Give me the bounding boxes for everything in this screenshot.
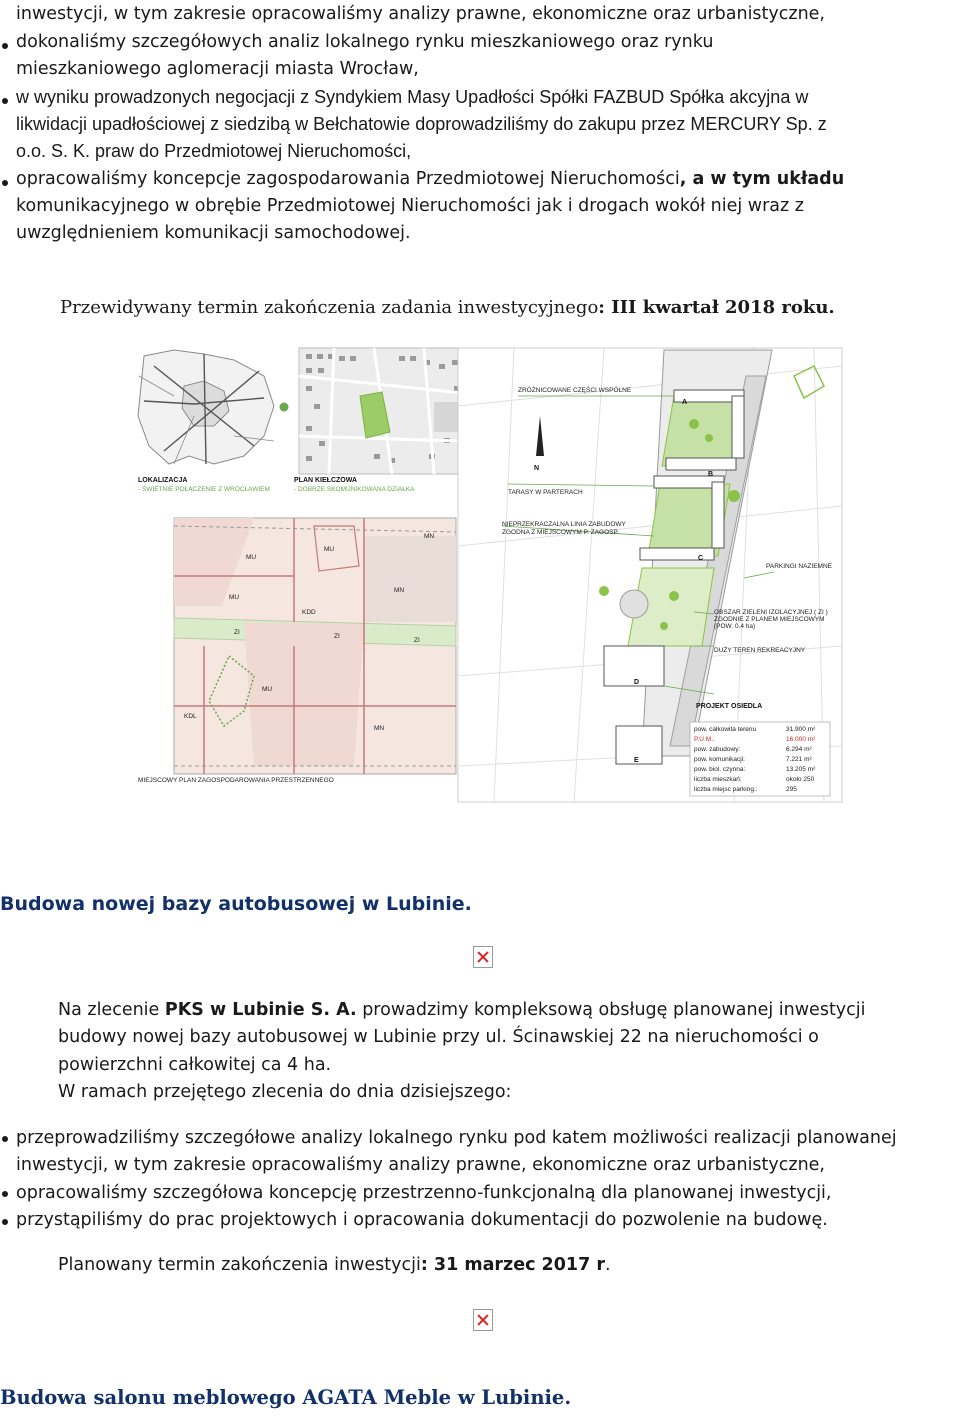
stat-label: pow. całkowita terenu bbox=[694, 726, 757, 733]
zone-label: KDD bbox=[302, 609, 316, 616]
stat-label: pow. komunikacji: bbox=[694, 756, 745, 763]
plan-label: OBSZAR ZIELENI IZOLACYJNEJ ( ZI ) bbox=[714, 609, 828, 616]
project-title: PROJEKT OSIEDLA bbox=[696, 703, 763, 710]
deadline-value: : 31 marzec 2017 r bbox=[420, 1255, 605, 1275]
zone-label: MN bbox=[374, 725, 385, 732]
stat-label: pow. zabudowy: bbox=[694, 746, 741, 753]
text-line: likwidacji upadłościowej z siedzibą w Bełchatowie doprowadziliśmy do zakupu przez MERCURY Sp. z bbox=[16, 114, 827, 134]
plot-map-subtitle: - DOBRZE SKOMUNIKOWANA DZIAŁKA bbox=[294, 486, 415, 493]
text-line: W ramach przejętego zlecenia do dnia dzisiejszego: bbox=[58, 1082, 512, 1102]
text-line: Na zlecenie PKS w Lubinie S. A. prowadzimy kompleksową obsługę planowanej inwestycji bbox=[58, 1000, 866, 1020]
location-map bbox=[138, 350, 289, 464]
north-label: N bbox=[534, 465, 540, 472]
zone-label: MU bbox=[262, 686, 273, 693]
location-title: LOKALIZACJA bbox=[138, 477, 188, 484]
plan-label: ZGODNIE Z PLANEM MIEJSCOWYM bbox=[714, 616, 825, 623]
text-line: w wyniku prowadzonych negocjacji z Syndykiem Masy Upadłości Spółki FAZBUD Spółka akcyjna w bbox=[16, 87, 809, 107]
deadline-text: Przewidywany termin zakończenia zadania inwestycyjnego: III kwartał 2018 roku. bbox=[60, 297, 835, 318]
stat-label: pow. biol. czynna: bbox=[694, 766, 746, 773]
stat-value: 31.900 m² bbox=[786, 726, 816, 733]
building-label: D bbox=[634, 679, 640, 686]
deadline-value: : III kwartał 2018 roku. bbox=[598, 297, 835, 318]
text-line: mieszkaniowego aglomeracji miasta Wrocław, bbox=[16, 59, 419, 79]
zone-label: MU bbox=[324, 546, 335, 553]
bullet-dot bbox=[2, 1191, 8, 1197]
building-label: C bbox=[698, 555, 704, 562]
list-item: przeprowadziliśmy szczegółowe analizy lokalnego rynku pod katem możliwości realizacji planowanej bbox=[16, 1128, 897, 1148]
text-fragment: , a w tym układu bbox=[679, 169, 845, 189]
stat-value: 6.294 m² bbox=[786, 746, 812, 753]
plan-label: (POW. 0.4 ha) bbox=[714, 623, 756, 630]
location-marker-icon bbox=[280, 403, 289, 412]
stat-value: 295 bbox=[786, 786, 797, 793]
bullet-dot bbox=[2, 180, 8, 186]
stat-value: 13.205 m² bbox=[786, 766, 816, 773]
text-line: inwestycji, w tym zakresie opracowaliśmy analizy prawne, ekonomiczne oraz urbanistyczne, bbox=[16, 4, 825, 24]
broken-image-icon bbox=[473, 946, 493, 968]
zone-label: MN bbox=[424, 533, 435, 540]
plan-label: ZGODNA Z MIEJSCOWYM P. ZAGOSP. bbox=[502, 529, 619, 536]
bullet-dot bbox=[2, 1219, 8, 1225]
list-item: inwestycji, w tym zakresie opracowaliśmy analizy prawne, ekonomiczne oraz urbanistyczne, bbox=[16, 1155, 825, 1175]
plan-label: DUŻY TEREN REKREACYJNY bbox=[714, 647, 806, 654]
building-label: E bbox=[634, 757, 639, 764]
plan-label: TARASY W PARTERACH bbox=[508, 489, 583, 496]
plan-label: ZRÓŻNICOWANE CZĘŚCI WSPÓLNE bbox=[518, 387, 632, 394]
zoning-plan bbox=[174, 518, 456, 774]
zone-label: MU bbox=[246, 554, 257, 561]
text-line: budowy nowej bazy autobusowej w Lubinie przy ul. Ścinawskiej 22 na nieruchomości o bbox=[58, 1027, 819, 1047]
stat-value: 7.221 m² bbox=[786, 756, 812, 763]
building-label: B bbox=[708, 471, 714, 478]
zoning-plan-title: MIEJSCOWY PLAN ZAGOSPODAROWANIA PRZESTRZENNEGO bbox=[138, 777, 334, 784]
zone-label: ZI bbox=[334, 633, 340, 640]
plan-label: NIEPRZEKRACZALNA LINIA ZABUDOWY bbox=[502, 521, 626, 528]
broken-image-icon bbox=[473, 1309, 493, 1331]
text-line: o.o. S. K. praw do Przedmiotowej Nieruchomości, bbox=[16, 141, 412, 161]
zone-label: ZI bbox=[414, 637, 420, 644]
stat-label: liczba mieszkań: bbox=[694, 776, 742, 783]
plan-label: PARKINGI NAZIEMNE bbox=[766, 563, 832, 570]
stat-label: P.U.M.: bbox=[694, 736, 715, 743]
section-title: Budowa salonu meblowego AGATA Meble w Lubinie. bbox=[0, 1386, 572, 1409]
list-item: przystąpiliśmy do prac projektowych i opracowania dokumentacji do pozwolenie na budowę. bbox=[16, 1210, 828, 1230]
text-line: powierzchni całkowitej ca 4 ha. bbox=[58, 1055, 332, 1075]
text-line: uwzględnieniem komunikacji samochodowej. bbox=[16, 223, 411, 243]
deadline-text: Planowany termin zakończenia inwestycji: 31 marzec 2017 r. bbox=[58, 1255, 611, 1275]
bullet-dot bbox=[2, 1136, 8, 1142]
text-line: opracowaliśmy koncepcje zagospodarowania Przedmiotowej Nieruchomości, a w tym układu bbox=[16, 169, 845, 189]
site-plan-figure bbox=[134, 346, 846, 804]
text-line: komunikacyjnego w obrębie Przedmiotowej Nieruchomości jak i drogach wokół niej wraz z bbox=[16, 196, 804, 216]
location-subtitle: - ŚWIETNIE POŁĄCZENIE Z WROCŁAWIEM bbox=[138, 486, 270, 493]
text-line: dokonaliśmy szczegółowych analiz lokalnego rynku mieszkaniowego oraz rynku bbox=[16, 32, 714, 52]
stat-value: około 250 bbox=[786, 776, 815, 783]
stat-value: 16.000 m² bbox=[786, 736, 816, 743]
zone-label: KDL bbox=[184, 713, 197, 720]
list-item: opracowaliśmy szczegółowa koncepcję przestrzenno-funkcjonalną dla planowanej inwestycji, bbox=[16, 1183, 832, 1203]
client-name: PKS w Lubinie S. A. bbox=[164, 1000, 357, 1020]
bullet-dot bbox=[2, 98, 8, 104]
zone-label: MU bbox=[229, 594, 240, 601]
stat-label: liczba miejsc parking.: bbox=[694, 786, 758, 793]
zone-label: MN bbox=[394, 587, 405, 594]
section-title: Budowa nowej bazy autobusowej w Lubinie. bbox=[0, 893, 472, 915]
plot-map-title: PLAN KIEŁCZOWA bbox=[294, 477, 357, 484]
zone-label: ZI bbox=[234, 629, 240, 636]
building-label: A bbox=[682, 399, 688, 406]
bullet-dot bbox=[2, 43, 8, 49]
